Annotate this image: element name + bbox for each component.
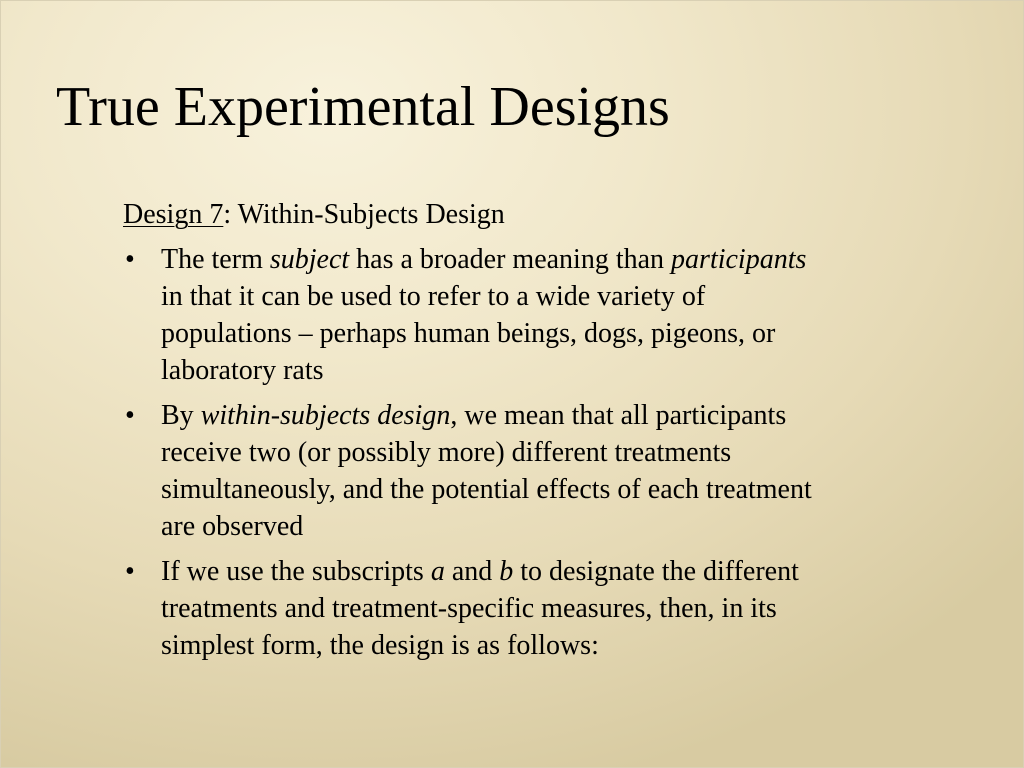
text-line [161, 553, 973, 590]
text-line: populations – perhaps human beings, dogs, pigeons, or [161, 318, 776, 349]
text-run: The term [161, 244, 270, 275]
design-name: : Within-Subjects Design [223, 199, 505, 230]
italic-term: subject [269, 244, 350, 275]
text-line: laboratory rats [161, 355, 324, 386]
bullet-item [123, 241, 973, 389]
bullet-list [123, 241, 973, 664]
text-run: to designate the different [513, 556, 799, 587]
bullet-icon: • [125, 244, 135, 275]
text-run: and [444, 556, 500, 587]
text-run: , we mean that all participants [450, 400, 787, 431]
text-line [161, 397, 973, 434]
italic-term: within-subjects design [200, 400, 451, 431]
text-line: simplest form, the design is as follows: [161, 630, 599, 661]
slide-title: True Experimental Designs [56, 76, 670, 138]
design-subheading [123, 196, 973, 233]
text-run: has a broader meaning than [349, 244, 672, 275]
bullet-icon: • [125, 400, 135, 431]
text-line [161, 241, 973, 278]
text-run: If we use the subscripts [161, 556, 431, 587]
text-line: simultaneously, and the potential effects of each treatment [161, 474, 812, 505]
text-line: treatments and treatment-specific measures, then, in its [161, 593, 777, 624]
italic-term: a [430, 556, 445, 587]
text-line: receive two (or possibly more) different treatments [161, 437, 732, 468]
italic-term: participants [671, 244, 807, 275]
design-number: Design 7 [123, 199, 224, 230]
text-line: in that it can be used to refer to a wide variety of [161, 281, 706, 312]
italic-term: b [499, 556, 514, 587]
text-run: By [161, 400, 201, 431]
slide-body [123, 196, 973, 672]
bullet-item [123, 553, 973, 664]
bullet-item [123, 397, 973, 545]
bullet-icon: • [125, 556, 135, 587]
text-line: are observed [161, 511, 304, 542]
